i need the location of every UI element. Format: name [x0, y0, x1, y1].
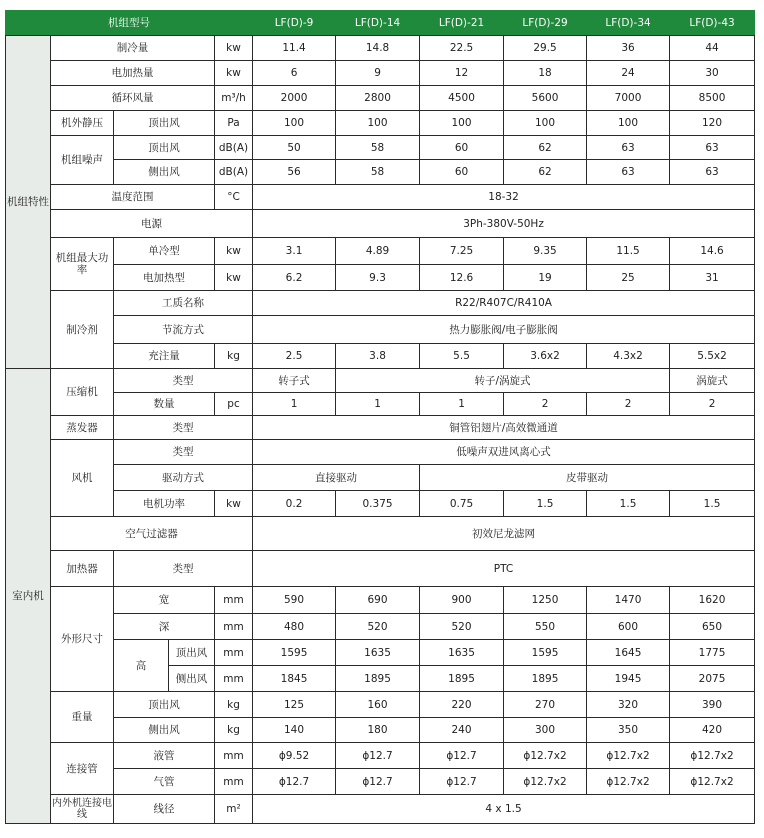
table-row [6, 111, 755, 136]
value-cell: 1895 [420, 666, 504, 692]
sub-label: 工质名称 [114, 291, 253, 316]
value-cell: 1.5 [587, 491, 670, 517]
value-cell: 1945 [587, 666, 670, 692]
value-cell: 0.2 [253, 491, 336, 517]
value-cell: 2075 [670, 666, 755, 692]
value-cell: 100 [336, 111, 420, 136]
value-cell: 63 [587, 136, 670, 160]
table-row [6, 465, 755, 491]
value-cell: 240 [420, 718, 504, 743]
header-row [6, 11, 755, 36]
value-cell: 8500 [670, 86, 755, 111]
sub-label: 高 [114, 640, 169, 692]
value-cell: 11.4 [253, 36, 336, 61]
spec-table [5, 10, 755, 824]
value-cell: 24 [587, 61, 670, 86]
table-row [6, 393, 755, 416]
value-cell: 0.375 [336, 491, 420, 517]
table-row [6, 718, 755, 743]
value-cell: R22/R407C/R410A [253, 291, 755, 316]
value-cell: 4.3x2 [587, 344, 670, 369]
table-row [6, 210, 755, 238]
value-cell: 6.2 [253, 265, 336, 291]
value-cell: 1595 [504, 640, 587, 666]
sub-label: 气管 [114, 769, 215, 795]
value-cell: 520 [336, 614, 420, 640]
value-cell: 9.35 [504, 238, 587, 265]
value-cell: 220 [420, 692, 504, 718]
sub-label: 深 [114, 614, 215, 640]
sub-label: 数量 [114, 393, 215, 416]
row-label: 压缩机 [51, 369, 114, 416]
sub-label: 类型 [114, 551, 253, 587]
row-label: 温度范围 [51, 185, 215, 210]
value-cell: 58 [336, 136, 420, 160]
unit-cell: mm [215, 743, 253, 769]
sub-label: 充注量 [114, 344, 215, 369]
value-cell: 皮带驱动 [420, 465, 755, 491]
value-cell: 63 [670, 136, 755, 160]
value-cell: 63 [587, 160, 670, 185]
sub-label: 顶出风 [114, 692, 215, 718]
table-row [6, 185, 755, 210]
table-row [6, 640, 755, 666]
value-cell: 2 [587, 393, 670, 416]
value-cell: 12 [420, 61, 504, 86]
value-cell: 初效尼龙滤网 [253, 517, 755, 551]
value-cell: 550 [504, 614, 587, 640]
table-row [6, 440, 755, 465]
unit-cell: mm [215, 614, 253, 640]
value-cell: 60 [420, 136, 504, 160]
value-cell: 6 [253, 61, 336, 86]
sub-label: 液管 [114, 743, 215, 769]
table-row [6, 369, 755, 393]
row-label: 机外静压 [51, 111, 114, 136]
model-header: LF(D)-9 [253, 11, 336, 36]
value-cell: 420 [670, 718, 755, 743]
sub-label: 类型 [114, 416, 253, 440]
table-row [6, 291, 755, 316]
table-row [6, 238, 755, 265]
table-row [6, 36, 755, 61]
model-header: LF(D)-34 [587, 11, 670, 36]
value-cell: 36 [587, 36, 670, 61]
row-label: 空气过滤器 [51, 517, 253, 551]
value-cell: 60 [420, 160, 504, 185]
unit-cell: m² [215, 795, 253, 824]
value-cell: 4 x 1.5 [253, 795, 755, 824]
row-label: 循环风量 [51, 86, 215, 111]
value-cell: 1 [336, 393, 420, 416]
model-header: LF(D)-14 [336, 11, 420, 36]
sub-label: 单冷型 [114, 238, 215, 265]
row-label: 连接管 [51, 743, 114, 795]
value-cell: 18-32 [253, 185, 755, 210]
model-header: LF(D)-29 [504, 11, 587, 36]
unit-cell: kg [215, 344, 253, 369]
sub-label: 侧出风 [114, 718, 215, 743]
model-header: LF(D)-21 [420, 11, 504, 36]
value-cell: 4.89 [336, 238, 420, 265]
row-label: 电源 [51, 210, 253, 238]
value-cell: 3.8 [336, 344, 420, 369]
value-cell: ϕ12.7x2 [670, 769, 755, 795]
value-cell: 3.1 [253, 238, 336, 265]
value-cell: 44 [670, 36, 755, 61]
unit-cell: °C [215, 185, 253, 210]
value-cell: 2000 [253, 86, 336, 111]
value-cell: 1 [253, 393, 336, 416]
row-label: 加热器 [51, 551, 114, 587]
value-cell: ϕ12.7 [253, 769, 336, 795]
value-cell: 63 [670, 160, 755, 185]
row-label: 重量 [51, 692, 114, 743]
value-cell: ϕ12.7x2 [504, 769, 587, 795]
row-label: 制冷剂 [51, 291, 114, 369]
value-cell: 1895 [504, 666, 587, 692]
value-cell: 1 [420, 393, 504, 416]
sub-label: 侧出风 [114, 160, 215, 185]
value-cell: ϕ12.7 [336, 769, 420, 795]
value-cell: 5.5 [420, 344, 504, 369]
value-cell: 9 [336, 61, 420, 86]
value-cell: 29.5 [504, 36, 587, 61]
sub-label: 驱动方式 [114, 465, 253, 491]
table-row [6, 344, 755, 369]
unit-cell: Pa [215, 111, 253, 136]
value-cell: 1595 [253, 640, 336, 666]
table-row [6, 743, 755, 769]
value-cell: 160 [336, 692, 420, 718]
value-cell: 转子/涡旋式 [336, 369, 670, 393]
table-row [6, 517, 755, 551]
value-cell: 1775 [670, 640, 755, 666]
unit-cell: kw [215, 238, 253, 265]
value-cell: 14.8 [336, 36, 420, 61]
value-cell: 18 [504, 61, 587, 86]
unit-cell: mm [215, 666, 253, 692]
unit-cell: mm [215, 769, 253, 795]
value-cell: 100 [587, 111, 670, 136]
value-cell: 低噪声双进风离心式 [253, 440, 755, 465]
group-unit-characteristics: 机组特性 [6, 36, 51, 369]
sub-label: 线径 [114, 795, 215, 824]
value-cell: 100 [253, 111, 336, 136]
table-row [6, 491, 755, 517]
value-cell: 180 [336, 718, 420, 743]
value-cell: 3Ph-380V-50Hz [253, 210, 755, 238]
unit-cell: m³/h [215, 86, 253, 111]
value-cell: ϕ12.7 [420, 743, 504, 769]
sub-label: 顶出风 [114, 111, 215, 136]
value-cell: 350 [587, 718, 670, 743]
value-cell: 4500 [420, 86, 504, 111]
value-cell: 22.5 [420, 36, 504, 61]
table-row [6, 265, 755, 291]
row-label: 内外机连接电线 [51, 795, 114, 824]
value-cell: 11.5 [587, 238, 670, 265]
value-cell: 30 [670, 61, 755, 86]
unit-cell: dB(A) [215, 160, 253, 185]
value-cell: 1635 [420, 640, 504, 666]
sub-label: 电加热型 [114, 265, 215, 291]
value-cell: 9.3 [336, 265, 420, 291]
table-row [6, 692, 755, 718]
table-row [6, 416, 755, 440]
value-cell: 14.6 [670, 238, 755, 265]
row-label: 机组噪声 [51, 136, 114, 185]
value-cell: 1620 [670, 587, 755, 614]
row-label: 蒸发器 [51, 416, 114, 440]
value-cell: 5600 [504, 86, 587, 111]
value-cell: 1895 [336, 666, 420, 692]
value-cell: 100 [504, 111, 587, 136]
table-row [6, 614, 755, 640]
value-cell: 125 [253, 692, 336, 718]
row-label: 电加热量 [51, 61, 215, 86]
value-cell: 1845 [253, 666, 336, 692]
row-label: 风机 [51, 440, 114, 517]
value-cell: 62 [504, 136, 587, 160]
value-cell: 62 [504, 160, 587, 185]
value-cell: 390 [670, 692, 755, 718]
header-label: 机组型号 [6, 11, 253, 36]
value-cell: 热力膨胀阀/电子膨胀阀 [253, 316, 755, 344]
value-cell: 19 [504, 265, 587, 291]
value-cell: 300 [504, 718, 587, 743]
value-cell: ϕ12.7x2 [587, 743, 670, 769]
value-cell: 铜管铝翅片/高效微通道 [253, 416, 755, 440]
sub-label: 侧出风 [169, 666, 215, 692]
table-row [6, 795, 755, 824]
value-cell: 2 [504, 393, 587, 416]
value-cell: 100 [420, 111, 504, 136]
value-cell: 650 [670, 614, 755, 640]
row-label: 机组最大功率 [51, 238, 114, 291]
unit-cell: mm [215, 640, 253, 666]
value-cell: 900 [420, 587, 504, 614]
value-cell: 480 [253, 614, 336, 640]
value-cell: 140 [253, 718, 336, 743]
value-cell: 2800 [336, 86, 420, 111]
unit-cell: kw [215, 61, 253, 86]
value-cell: 7.25 [420, 238, 504, 265]
value-cell: 1.5 [670, 491, 755, 517]
table-row [6, 769, 755, 795]
row-label: 外形尺寸 [51, 587, 114, 692]
value-cell: ϕ12.7x2 [504, 743, 587, 769]
value-cell: 1.5 [504, 491, 587, 517]
value-cell: 270 [504, 692, 587, 718]
value-cell: ϕ9.52 [253, 743, 336, 769]
value-cell: 涡旋式 [670, 369, 755, 393]
unit-cell: dB(A) [215, 136, 253, 160]
value-cell: ϕ12.7 [336, 743, 420, 769]
value-cell: 1645 [587, 640, 670, 666]
table-row [6, 136, 755, 160]
value-cell: 1470 [587, 587, 670, 614]
value-cell: 转子式 [253, 369, 336, 393]
table-row [6, 160, 755, 185]
value-cell: 2.5 [253, 344, 336, 369]
value-cell: 5.5x2 [670, 344, 755, 369]
value-cell: 590 [253, 587, 336, 614]
sub-label: 类型 [114, 369, 253, 393]
value-cell: ϕ12.7x2 [587, 769, 670, 795]
value-cell: 120 [670, 111, 755, 136]
sub-label: 节流方式 [114, 316, 253, 344]
unit-cell: kw [215, 491, 253, 517]
table-row [6, 551, 755, 587]
value-cell: 12.6 [420, 265, 504, 291]
sub-label: 电机功率 [114, 491, 215, 517]
table-row [6, 61, 755, 86]
value-cell: 直接驱动 [253, 465, 420, 491]
unit-cell: kw [215, 265, 253, 291]
sub-label: 顶出风 [169, 640, 215, 666]
model-header: LF(D)-43 [670, 11, 755, 36]
table-row [6, 86, 755, 111]
value-cell: 3.6x2 [504, 344, 587, 369]
value-cell: 600 [587, 614, 670, 640]
table-row [6, 316, 755, 344]
unit-cell: kw [215, 36, 253, 61]
sub-label: 顶出风 [114, 136, 215, 160]
value-cell: 50 [253, 136, 336, 160]
value-cell: 2 [670, 393, 755, 416]
unit-cell: pc [215, 393, 253, 416]
unit-cell: kg [215, 718, 253, 743]
value-cell: 7000 [587, 86, 670, 111]
value-cell: 520 [420, 614, 504, 640]
value-cell: 1635 [336, 640, 420, 666]
group-indoor-unit: 室内机 [6, 369, 51, 824]
value-cell: 0.75 [420, 491, 504, 517]
sub-label: 类型 [114, 440, 253, 465]
value-cell: 25 [587, 265, 670, 291]
value-cell: PTC [253, 551, 755, 587]
value-cell: 320 [587, 692, 670, 718]
value-cell: ϕ12.7 [420, 769, 504, 795]
row-label: 制冷量 [51, 36, 215, 61]
value-cell: 690 [336, 587, 420, 614]
value-cell: 58 [336, 160, 420, 185]
unit-cell: mm [215, 587, 253, 614]
table-row [6, 587, 755, 614]
value-cell: 56 [253, 160, 336, 185]
unit-cell: kg [215, 692, 253, 718]
sub-label: 宽 [114, 587, 215, 614]
value-cell: 1250 [504, 587, 587, 614]
value-cell: 31 [670, 265, 755, 291]
value-cell: ϕ12.7x2 [670, 743, 755, 769]
